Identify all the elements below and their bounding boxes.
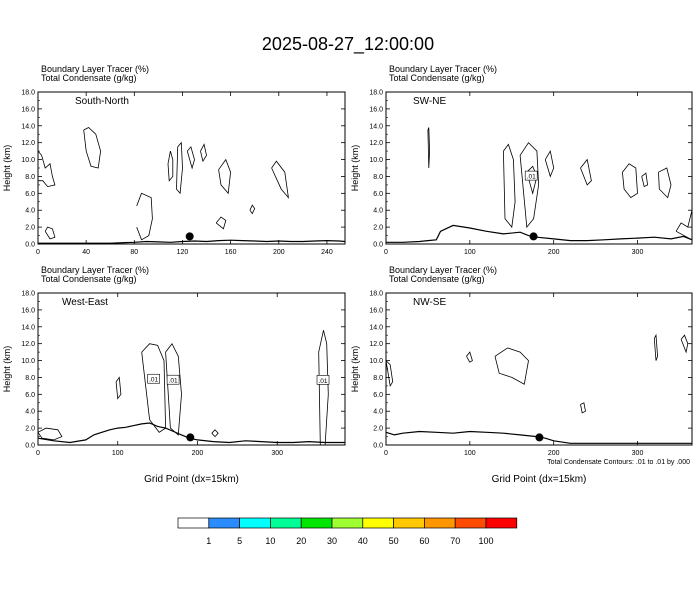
y-tick-label: 2.0: [25, 224, 35, 232]
boundary-layer-line: [38, 240, 345, 243]
condensate-contour: [45, 227, 55, 239]
colorbar-label: 60: [419, 536, 430, 546]
plot-frame: [386, 92, 692, 244]
contour-label: .01: [318, 377, 328, 385]
condensate-contour: [581, 160, 592, 185]
panel-subtitle: Boundary Layer Tracer (%): [41, 265, 150, 275]
panel-subtitle: Boundary Layer Tracer (%): [389, 64, 498, 74]
colorbar-swatch: [455, 518, 486, 528]
y-tick-label: 16.0: [369, 307, 383, 315]
condensate-contour: [84, 128, 101, 169]
panel-subtitle: Total Condensate (g/kg): [389, 73, 485, 83]
x-tick-label: 80: [130, 249, 139, 256]
colorbar-label: 50: [388, 536, 399, 546]
colorbar-swatch: [363, 518, 394, 528]
x-tick-label: 0: [36, 249, 40, 256]
x-axis-label: Grid Point (dx=15km): [144, 474, 239, 485]
x-tick-label: 200: [547, 450, 560, 457]
condensate-contour: [142, 344, 166, 433]
colorbar-swatch: [240, 518, 271, 528]
y-tick-label: 6.0: [373, 391, 383, 399]
panel-nw-se: [350, 265, 692, 485]
condensate-contour: [219, 160, 231, 194]
panel-title: SW-NE: [413, 96, 447, 107]
y-tick-label: 4.0: [373, 207, 383, 215]
condensate-contour: [495, 348, 529, 384]
condensate-contour: [166, 344, 182, 435]
colorbar-label: 1: [206, 536, 212, 546]
location-marker: [186, 232, 194, 240]
y-tick-label: 12.0: [369, 341, 383, 349]
x-tick-label: 300: [631, 249, 644, 256]
y-tick-label: 0.0: [373, 241, 383, 249]
panel-title: NW-SE: [413, 297, 447, 308]
contour-label: .01: [149, 376, 159, 384]
panel-west-east: [2, 265, 345, 485]
colorbar-label: 30: [326, 536, 338, 546]
colorbar-label: 5: [237, 536, 243, 546]
condensate-contour: [520, 143, 539, 227]
x-axis-label: Grid Point (dx=15km): [491, 474, 587, 485]
y-tick-label: 18.0: [369, 89, 383, 97]
condensate-contour: [137, 193, 153, 240]
colorbar-label: 10: [265, 536, 276, 546]
panel-subtitle: Boundary Layer Tracer (%): [389, 265, 498, 275]
x-tick-label: 200: [547, 249, 560, 256]
condensate-contour: [250, 205, 255, 213]
y-tick-label: 16.0: [369, 106, 383, 114]
x-tick-label: 300: [271, 450, 284, 457]
y-tick-label: 18.0: [21, 290, 35, 298]
y-tick-label: 10.0: [21, 358, 35, 366]
y-axis-label: Height (km): [350, 144, 360, 192]
condensate-contour: [659, 168, 672, 198]
x-tick-label: 0: [36, 450, 40, 457]
location-marker: [535, 433, 543, 441]
y-tick-label: 12.0: [21, 140, 35, 148]
y-tick-label: 4.0: [25, 408, 35, 416]
y-tick-label: 6.0: [25, 391, 35, 399]
y-tick-label: 14.0: [369, 324, 383, 332]
colorbar: [178, 518, 517, 546]
condensate-contour: [545, 151, 553, 176]
x-tick-label: 200: [272, 249, 285, 256]
y-tick-label: 10.0: [369, 358, 383, 366]
x-tick-label: 100: [463, 450, 476, 457]
colorbar-label: 20: [296, 536, 307, 546]
y-tick-label: 2.0: [25, 425, 35, 433]
y-tick-label: 0.0: [25, 442, 35, 450]
colorbar-swatch: [332, 518, 363, 528]
y-tick-label: 14.0: [21, 324, 35, 332]
y-tick-label: 16.0: [21, 106, 35, 114]
x-tick-label: 100: [463, 249, 476, 256]
condensate-contour: [581, 403, 586, 413]
panel-south-north: [2, 64, 345, 256]
y-tick-label: 10.0: [21, 157, 35, 165]
condensate-contour: [212, 430, 218, 437]
figure-title: 2025-08-27_12:00:00: [261, 34, 435, 54]
condensate-contour: [386, 361, 393, 386]
x-tick-label: 0: [384, 450, 388, 457]
condensate-contour: [216, 217, 226, 229]
y-tick-label: 0.0: [25, 241, 35, 249]
y-tick-label: 8.0: [373, 374, 383, 382]
colorbar-swatch: [270, 518, 301, 528]
y-tick-label: 12.0: [21, 341, 35, 349]
y-tick-label: 6.0: [373, 190, 383, 198]
y-tick-label: 12.0: [369, 140, 383, 148]
y-tick-label: 18.0: [21, 89, 35, 97]
colorbar-swatch: [394, 518, 425, 528]
y-tick-label: 8.0: [25, 374, 35, 382]
x-tick-label: 40: [82, 249, 91, 256]
condensate-contour: [187, 147, 194, 168]
y-tick-label: 16.0: [21, 307, 35, 315]
condensate-contour: [201, 144, 207, 161]
y-tick-label: 18.0: [369, 290, 383, 298]
y-tick-label: 2.0: [373, 425, 383, 433]
y-tick-label: 4.0: [373, 408, 383, 416]
condensate-contour: [428, 128, 430, 169]
condensate-contour: [319, 330, 329, 445]
x-tick-label: 100: [111, 450, 124, 457]
panel-title: South-North: [75, 96, 129, 107]
x-tick-label: 160: [224, 249, 237, 256]
panel-sw-ne: [350, 64, 692, 256]
colorbar-label: 40: [357, 536, 368, 546]
colorbar-swatch: [486, 518, 517, 528]
colorbar-label: 100: [478, 536, 494, 546]
x-tick-label: 240: [321, 249, 333, 256]
condensate-contour: [503, 144, 515, 227]
colorbar-swatch: [209, 518, 240, 528]
condensate-contour: [642, 173, 648, 187]
plot-frame: [386, 293, 692, 445]
colorbar-swatch: [301, 518, 332, 528]
contour-label: .01: [526, 173, 536, 181]
location-marker: [530, 232, 538, 240]
y-tick-label: 14.0: [369, 123, 383, 131]
x-tick-label: 300: [631, 450, 644, 457]
panel-subtitle: Total Condensate (g/kg): [389, 274, 485, 284]
x-tick-label: 120: [176, 249, 189, 256]
y-tick-label: 2.0: [373, 224, 383, 232]
plot-frame: [38, 293, 345, 445]
condensate-contour: [681, 335, 688, 352]
condensate-contour: [116, 377, 121, 398]
colorbar-swatch: [424, 518, 455, 528]
y-tick-label: 0.0: [373, 442, 383, 450]
condensate-contour: [467, 352, 473, 362]
y-axis-label: Height (km): [2, 345, 12, 393]
y-axis-label: Height (km): [350, 345, 360, 393]
y-tick-label: 4.0: [25, 207, 35, 215]
condensate-contour: [168, 151, 173, 181]
condensate-contour: [38, 151, 55, 187]
contour-label: .01: [168, 377, 178, 385]
footnote: Total Condensate Contours: .01 to .01 by .000: [547, 459, 690, 466]
y-tick-label: 8.0: [373, 173, 383, 181]
condensate-contour: [38, 428, 62, 440]
condensate-contour: [622, 164, 637, 198]
y-tick-label: 8.0: [25, 173, 35, 181]
colorbar-label: 70: [450, 536, 461, 546]
panel-subtitle: Total Condensate (g/kg): [41, 274, 137, 284]
y-tick-label: 14.0: [21, 123, 35, 131]
x-tick-label: 200: [191, 450, 204, 457]
panel-subtitle: Total Condensate (g/kg): [41, 73, 137, 83]
condensate-contour: [676, 210, 692, 240]
boundary-layer-line: [386, 225, 692, 242]
colorbar-swatch: [178, 518, 209, 528]
x-tick-label: 0: [384, 249, 388, 256]
panel-subtitle: Boundary Layer Tracer (%): [41, 64, 150, 74]
panel-title: West-East: [62, 297, 108, 308]
condensate-contour: [272, 161, 289, 197]
y-axis-label: Height (km): [2, 144, 12, 192]
condensate-contour: [177, 143, 183, 194]
location-marker: [186, 433, 194, 441]
y-tick-label: 6.0: [25, 190, 35, 198]
condensate-contour: [654, 335, 657, 360]
y-tick-label: 10.0: [369, 157, 383, 165]
plot-frame: [38, 92, 345, 244]
